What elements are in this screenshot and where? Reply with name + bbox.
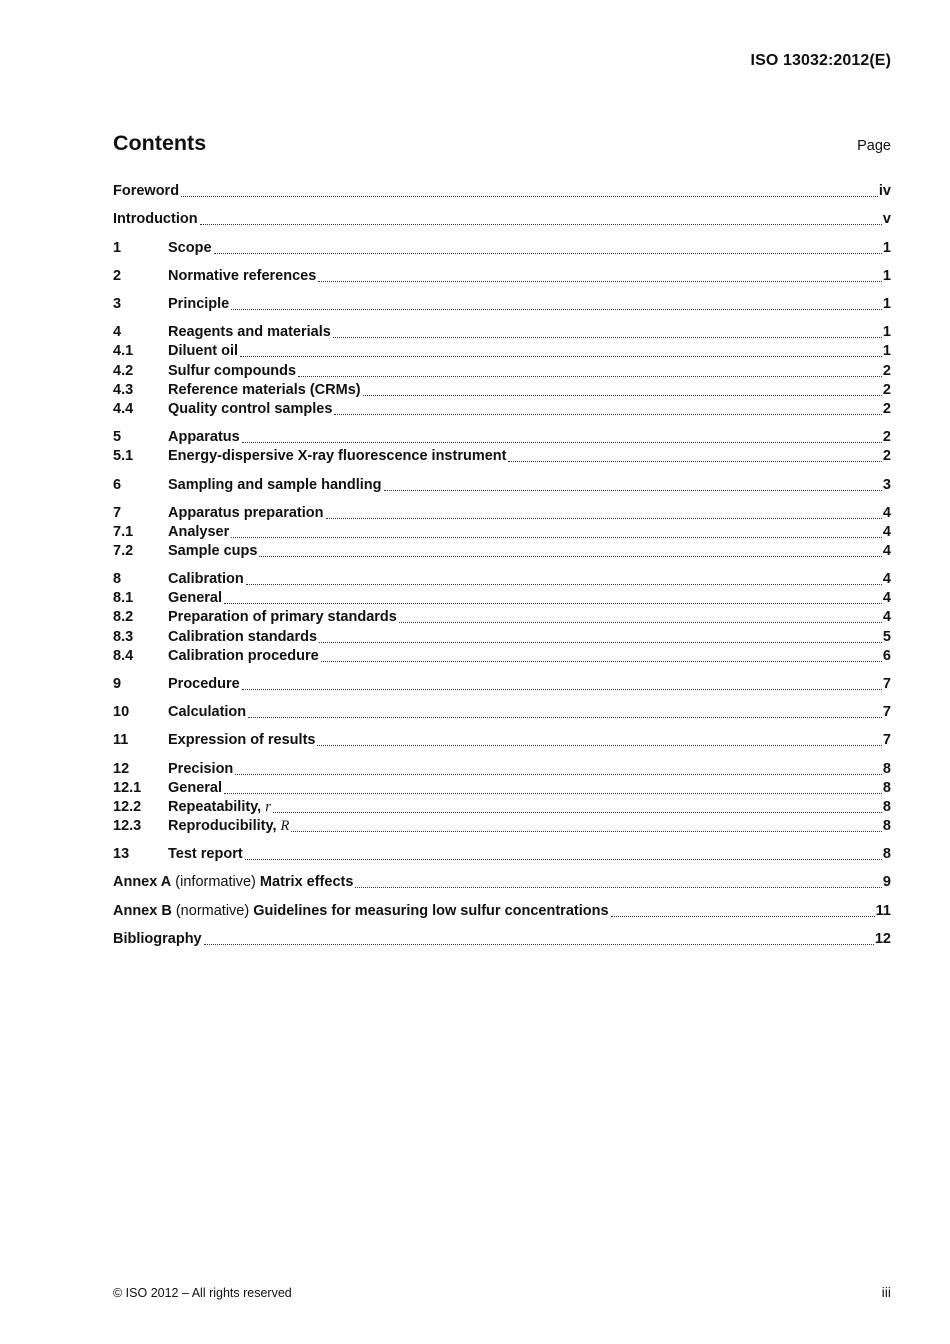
- dot-leader: [204, 944, 874, 945]
- toc-entry-page: v: [882, 211, 891, 227]
- toc-entry[interactable]: [113, 817, 891, 836]
- toc-entry-number: 3: [113, 296, 122, 312]
- dot-leader: [240, 356, 882, 357]
- toc-entry-page: 1: [882, 296, 891, 312]
- dot-leader: [181, 196, 878, 197]
- toc-entry-title: [168, 239, 212, 258]
- toc-entry-title: [113, 210, 198, 229]
- toc-entry-page: 2: [882, 401, 891, 417]
- toc-entry-page: 4: [882, 590, 891, 606]
- toc-entry[interactable]: [113, 873, 891, 892]
- toc-entry-page: 2: [882, 429, 891, 445]
- dot-leader: [273, 812, 882, 813]
- toc-entry-number: 12: [113, 761, 130, 777]
- toc-entry-title: [168, 267, 316, 286]
- toc-entry-title-text: Calibration: [168, 571, 244, 587]
- toc-entry-title: [168, 295, 229, 314]
- toc-entry-symbol: R: [280, 818, 290, 834]
- toc-entry-number: 11: [113, 732, 129, 748]
- toc-entry-page: 8: [882, 818, 891, 834]
- toc-entry-number: 7: [113, 505, 122, 521]
- toc-entry-title: [168, 845, 243, 864]
- dot-leader: [242, 689, 882, 690]
- toc-entry-title-text: Analyser: [168, 524, 230, 540]
- toc-entry-page: 7: [882, 676, 891, 692]
- toc-entry[interactable]: [113, 845, 891, 864]
- toc-entry-page: 4: [882, 571, 891, 587]
- toc-entry-title: [168, 542, 257, 561]
- toc-entry-title: [168, 476, 382, 495]
- toc-entry[interactable]: [113, 342, 891, 361]
- dot-leader: [334, 414, 882, 415]
- toc-entry-number: 4.4: [113, 401, 134, 417]
- toc-entry-title: [168, 608, 397, 627]
- toc-entry-title: [168, 798, 271, 817]
- toc-entry-title-text: Test report: [168, 846, 243, 862]
- toc-entry[interactable]: [113, 476, 891, 495]
- dot-leader: [259, 556, 881, 557]
- annex-label: Annex B: [113, 903, 172, 919]
- toc-entry-title-text: Introduction: [113, 211, 198, 227]
- toc-entry-title: [168, 731, 315, 750]
- toc-entry-page: 4: [882, 524, 891, 540]
- toc-entry-number: 4.2: [113, 363, 134, 379]
- toc-entry-title: [168, 817, 289, 836]
- toc-entry-title-text: Reproducibility,: [168, 818, 281, 834]
- toc-entry-title-text: Guidelines for measuring low sulfur concentrations: [253, 903, 609, 919]
- dot-leader: [319, 642, 882, 643]
- toc-entry-page: 9: [882, 874, 891, 890]
- toc-entry[interactable]: [113, 400, 891, 419]
- toc-entry-title: [168, 400, 332, 419]
- toc-entry[interactable]: [113, 267, 891, 286]
- toc-entry-title-text: Foreword: [113, 183, 180, 199]
- toc-entry[interactable]: [113, 504, 891, 523]
- toc-entry-number: 12.3: [113, 818, 142, 834]
- dot-leader: [363, 395, 882, 396]
- toc-entry-number: 12.2: [113, 799, 142, 815]
- toc-entry-title-text: Repeatability,: [168, 799, 266, 815]
- toc-entry-page: 7: [882, 732, 891, 748]
- toc-entry-title-text: Sample cups: [168, 543, 258, 559]
- toc-entry-title-text: Precision: [168, 761, 234, 777]
- toc-entry-title-text: Calculation: [168, 704, 247, 720]
- toc-entry-page: 12: [874, 931, 891, 947]
- toc-entry-page: 4: [882, 609, 891, 625]
- dot-leader: [242, 442, 882, 443]
- dot-leader: [214, 253, 882, 254]
- toc-entry[interactable]: [113, 779, 891, 798]
- toc-entry-number: 5.1: [113, 448, 134, 464]
- toc-entry-page: 2: [882, 382, 891, 398]
- toc-entry-number: 5: [113, 429, 122, 445]
- dot-leader: [321, 661, 882, 662]
- toc-entry-title-text: Quality control samples: [168, 401, 333, 417]
- toc-entry-title: [168, 647, 319, 666]
- toc-entry[interactable]: [113, 182, 891, 201]
- toc-entry-page: 6: [882, 648, 891, 664]
- dot-leader: [508, 461, 881, 462]
- toc-entry-title: [168, 570, 244, 589]
- toc-entry[interactable]: [113, 589, 891, 608]
- toc-entry-page: 7: [882, 704, 891, 720]
- toc-entry-title-text: Energy-dispersive X-ray fluorescence instrument: [168, 448, 507, 464]
- toc-entry-title: [113, 902, 609, 921]
- annex-kind: (informative): [171, 874, 260, 890]
- toc-entry-title: [168, 447, 506, 466]
- toc-entry-title-text: Matrix effects: [259, 874, 354, 890]
- toc-entry[interactable]: [113, 731, 891, 750]
- dot-leader: [235, 774, 882, 775]
- toc-entry[interactable]: [113, 930, 891, 949]
- dot-leader: [224, 603, 882, 604]
- toc-entry-title-text: Preparation of primary standards: [168, 609, 397, 625]
- toc-entry-number: 10: [113, 704, 130, 720]
- toc-entry-title-text: Reagents and materials: [168, 324, 331, 340]
- dot-leader: [224, 793, 882, 794]
- annex-label: Annex A: [113, 874, 172, 890]
- toc-entry-page: 5: [882, 629, 891, 645]
- dot-leader: [246, 584, 882, 585]
- dot-leader: [355, 887, 882, 888]
- toc-entry-page: 1: [882, 240, 891, 256]
- toc-entry[interactable]: [113, 703, 891, 722]
- dot-leader: [326, 518, 882, 519]
- toc-entry-number: 12.1: [113, 780, 142, 796]
- toc-entry-number: 2: [113, 268, 122, 284]
- toc-entry-title-text: General: [168, 590, 222, 606]
- dot-leader: [231, 537, 882, 538]
- toc-entry-page: 4: [882, 505, 891, 521]
- toc-entry-title: [168, 703, 246, 722]
- toc-entry[interactable]: [113, 447, 891, 466]
- toc-entry-title: [168, 589, 222, 608]
- toc-entry-number: 8: [113, 571, 122, 587]
- toc-entry-title: [168, 504, 324, 523]
- toc-entry-number: 8.3: [113, 629, 134, 645]
- toc-entry[interactable]: [113, 362, 891, 381]
- toc-entry[interactable]: [113, 798, 891, 817]
- dot-leader: [248, 717, 882, 718]
- dot-leader: [317, 745, 881, 746]
- toc-entry-title-text: Diluent oil: [168, 343, 239, 359]
- toc-entry-number: 7.2: [113, 543, 134, 559]
- toc-entry-title: [168, 628, 317, 647]
- toc-entry-page: 1: [882, 324, 891, 340]
- toc-entry-number: 9: [113, 676, 122, 692]
- toc-entry-page: 8: [882, 799, 891, 815]
- toc-entry[interactable]: [113, 647, 891, 666]
- toc-entry-number: 8.4: [113, 648, 134, 664]
- toc-entry-page: iv: [878, 183, 891, 199]
- toc-entry[interactable]: [113, 675, 891, 694]
- toc-entry-page: 1: [882, 343, 891, 359]
- page-column-heading: Page: [857, 138, 891, 154]
- toc-entry-symbol: r: [265, 799, 271, 815]
- toc-entry-number: 8.1: [113, 590, 134, 606]
- toc-entry-page: 1: [882, 268, 891, 284]
- toc-entry-page: 8: [882, 846, 891, 862]
- dot-leader: [611, 916, 875, 917]
- dot-leader: [399, 622, 882, 623]
- toc-entry-title-text: Procedure: [168, 676, 240, 692]
- toc-entry-number: 4.1: [113, 343, 134, 359]
- dot-leader: [291, 831, 882, 832]
- toc-entry-title-text: Calibration procedure: [168, 648, 319, 664]
- toc-entry-title-text: Apparatus preparation: [168, 505, 324, 521]
- toc-entry-page: 11: [875, 903, 891, 919]
- dot-leader: [333, 337, 882, 338]
- toc-entry-number: 7.1: [113, 524, 134, 540]
- toc-entry-title: [168, 760, 233, 779]
- toc-entry[interactable]: [113, 902, 891, 921]
- toc-entry-title: [168, 779, 222, 798]
- toc-entry-number: 8.2: [113, 609, 134, 625]
- toc-entry-page: 8: [882, 761, 891, 777]
- contents-title: Contents: [113, 131, 207, 155]
- dot-leader: [200, 224, 882, 225]
- toc-entry-title-text: General: [168, 780, 222, 796]
- toc-entry-number: 1: [113, 240, 122, 256]
- toc-entry-title: [168, 362, 296, 381]
- toc-entry[interactable]: [113, 760, 891, 779]
- toc-entry-number: 4: [113, 324, 122, 340]
- toc-entry[interactable]: [113, 570, 891, 589]
- toc-entry-title-text: Principle: [168, 296, 230, 312]
- dot-leader: [318, 281, 882, 282]
- copyright-notice: © ISO 2012 – All rights reserved: [113, 1286, 292, 1300]
- footer-page-number: iii: [881, 1284, 891, 1300]
- toc-entry-title-text: Sampling and sample handling: [168, 477, 382, 493]
- toc-entry-number: 4.3: [113, 382, 134, 398]
- toc-entry-title-text: Calibration standards: [168, 629, 318, 645]
- toc-entry-page: 4: [882, 543, 891, 559]
- toc-entry-title-text: Bibliography: [113, 931, 202, 947]
- toc-entry-title: [168, 523, 229, 542]
- toc-entry[interactable]: [113, 428, 891, 447]
- toc-entry[interactable]: [113, 295, 891, 314]
- dot-leader: [231, 309, 882, 310]
- toc-entry[interactable]: [113, 239, 891, 258]
- toc-entry-title-text: Scope: [168, 240, 212, 256]
- toc-entry-page: 8: [882, 780, 891, 796]
- toc-entry-number: 6: [113, 477, 122, 493]
- toc-entry[interactable]: [113, 323, 891, 342]
- toc-entry-title: [113, 182, 179, 201]
- toc-entry[interactable]: [113, 523, 891, 542]
- toc-entry-title: [168, 323, 331, 342]
- toc-entry-title: [113, 930, 202, 949]
- toc-entry-title: [168, 381, 361, 400]
- toc-entry-title-text: Reference materials (CRMs): [168, 382, 361, 398]
- toc-entry-page: 2: [882, 448, 891, 464]
- toc-entry-title-text: Normative references: [168, 268, 317, 284]
- dot-leader: [298, 376, 882, 377]
- toc-entry-title-text: Apparatus: [168, 429, 240, 445]
- document-id: ISO 13032:2012(E): [750, 52, 891, 69]
- dot-leader: [384, 490, 882, 491]
- toc-entry[interactable]: [113, 542, 891, 561]
- toc-entry-title-text: Expression of results: [168, 732, 316, 748]
- toc-entry-title-text: Sulfur compounds: [168, 363, 297, 379]
- toc-entry-title: [168, 342, 238, 361]
- toc-entry-title: [168, 675, 240, 694]
- toc-entry[interactable]: [113, 210, 891, 229]
- toc-entry[interactable]: [113, 628, 891, 647]
- annex-kind: (normative): [171, 903, 254, 919]
- toc-entry-page: 3: [882, 477, 891, 493]
- toc-entry[interactable]: [113, 608, 891, 627]
- toc-entry[interactable]: [113, 381, 891, 400]
- toc-entry-title: [168, 428, 240, 447]
- toc-entry-number: 13: [113, 846, 130, 862]
- toc-entry-page: 2: [882, 363, 891, 379]
- dot-leader: [245, 859, 882, 860]
- toc-entry-title: [113, 873, 353, 892]
